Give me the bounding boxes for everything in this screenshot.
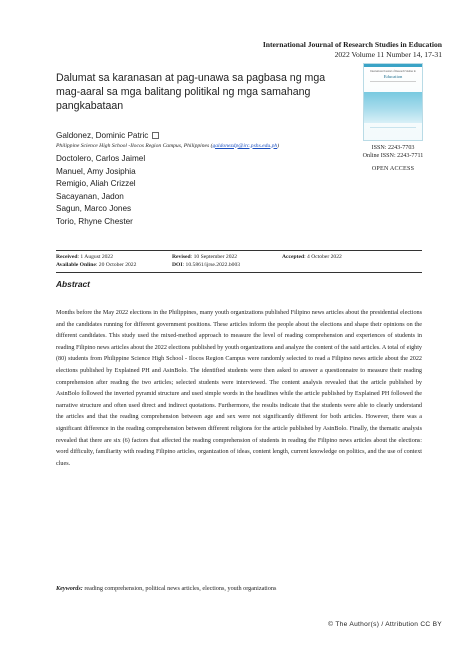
dates-row-2 — [56, 262, 422, 270]
co-author: Sacayanan, Jadon — [56, 191, 124, 201]
co-author: Doctolero, Carlos Jaimel — [56, 154, 146, 163]
revised-date: Revised: 10 September 2022 — [172, 254, 238, 260]
affiliation-close: ) — [277, 142, 280, 149]
issn-print: ISSN: 2243-7703 — [371, 145, 415, 151]
divider-top — [56, 250, 422, 251]
dates-row-1 — [56, 254, 422, 262]
keywords-label: Keywords: — [56, 585, 83, 592]
co-author: Torio, Rhyne Chester — [56, 216, 133, 226]
orcid-icon[interactable] — [152, 132, 159, 139]
author-affiliation — [56, 143, 346, 150]
issn-online: Online ISSN: 2243-7711 — [362, 153, 424, 159]
journal-cover-thumbnail — [363, 63, 423, 141]
open-access-label: OPEN ACCESS — [371, 166, 415, 172]
co-author: Manuel, Amy Josiphia — [56, 166, 136, 176]
paper-title: Dalumat sa karanasan at pag-unawa sa pagbasa ng mga mag-aaral sa mga balitang politikal ng mga samahang pangkabataan — [56, 72, 326, 112]
abstract-heading: Abstract — [56, 279, 90, 289]
cover-image-band — [364, 92, 422, 123]
keywords — [56, 584, 422, 593]
cover-divider — [370, 81, 416, 82]
keywords-text: reading comprehension, political news articles, elections, youth organizations — [82, 585, 277, 592]
co-author: Sagun, Marco Jones — [56, 204, 132, 214]
cover-footer — [370, 127, 416, 134]
cover-journal-word: Education — [383, 74, 403, 80]
license-footer: © The Author(s) / Attribution CC BY — [328, 621, 442, 628]
lead-author-name: Galdonez, Dominic Patric — [56, 131, 149, 140]
journal-header — [263, 40, 442, 60]
doi[interactable]: DOI: 10.5861/ijrse.2022.b003 — [172, 261, 241, 268]
journal-name: International Journal of Research Studies in Education — [262, 40, 442, 49]
affiliation-text: Philippine Science High School -Ilocos Region Campus, Philippines ( — [56, 142, 213, 149]
abstract-text: Months before the May 2022 elections in the Philippines, many youth organizations published Filipino news articles about the presidential elections and the candidates running for different government positions. These articles inform the people about the elections and shape their opinions on the different candidates. This study used the mixed-method approach to measure the level of reading comprehension and experiences of students in reading Filipino news articles about the 2022 elections published by youth organizations and analyze the content of the said articles. A total of eighty (80) students from Philippine Science High School - Ilocos Region Campus were randomly selected to read a Filipino news article about the 2022 elections published by Explained PH and AsinBolo. The identified students were then asked to answer a questionnaire to measure their reading comprehension after reading the two articles; selected students were interviewed. The content analysis revealed that the article published by AsinBolo followed the inverted pyramid structure and used simple words in the headlines while the article published by Explained PH followed the narrative structure and often used direct and indirect quotations. Furthermore, the results indicate that the students were able to clearly understand the articles and that the reading comprehension between age and sex were not significantly different for both articles. However, there was a significant difference in the reading comprehension between different religions for the article published by AsinBolo. Finally, the thematic analysis revealed that there are six (6) factors that affected the reading comprehension of students in reading the Filipino news articles about the elections: word difficulty, familiarity with reading Filipino articles, organization of ideas, content length, current knowledge on politics, and the use of context clues. — [56, 310, 422, 467]
lead-author — [56, 130, 346, 143]
accepted-date: Accepted: 4 October 2022 — [282, 254, 342, 260]
cover-journal-name: International Journal of Research Studies in — [370, 70, 416, 73]
publication-dates — [56, 254, 422, 269]
author-email-link[interactable]: galdonezdp@irc.pshs.edu.ph — [212, 142, 278, 149]
author-list — [56, 130, 346, 229]
journal-citation: 2022 Volume 11 Number 14, 17-31 — [334, 50, 442, 59]
received-date: Received: 1 August 2022 — [56, 254, 114, 260]
divider-bottom — [56, 272, 422, 273]
co-author: Remigio, Aliah Crizzel — [56, 179, 136, 189]
issn-block — [352, 144, 434, 160]
available-online-date: Available Online: 20 October 2022 — [56, 261, 137, 268]
